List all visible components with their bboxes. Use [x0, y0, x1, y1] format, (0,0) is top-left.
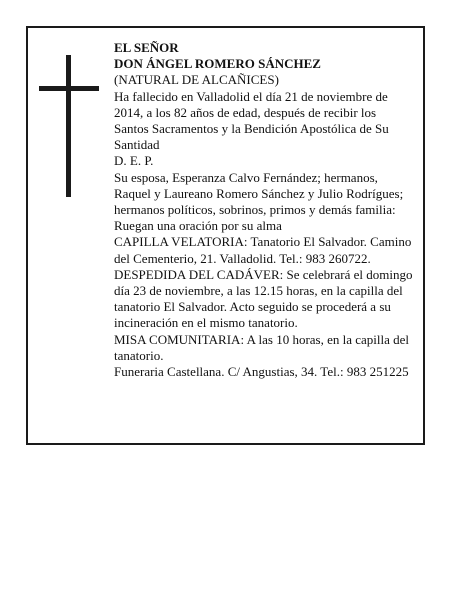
cross-icon [39, 55, 101, 197]
origin-line: (NATURAL DE ALCAÑICES) [114, 72, 279, 88]
farewell-info: DESPEDIDA DEL CADÁVER: Se celebrará el domingo día 23 de noviembre, a las 12.15 horas, en la capilla del tanatorio El Salvador. Acto seguido se procederá a su incineración en el mismo tanatorio. [114, 266, 413, 331]
deceased-name: DON ÁNGEL ROMERO SÁNCHEZ [114, 56, 321, 72]
cross-vertical-bar [66, 55, 71, 197]
funeral-home-info: Funeraria Castellana. C/ Angustias, 34. Tel.: 983 251225 [114, 364, 409, 380]
obituary-notice [26, 26, 425, 445]
death-statement: Ha fallecido en Valladolid el día 21 de noviembre de 2014, a los 82 años de edad, después de recibir los Santos Sacramentos y la Bendición Apostólica de Su Santidad [114, 88, 389, 153]
chapel-info: CAPILLA VELATORIA: Tanatorio El Salvador. Camino del Cementerio, 21. Valladolid. Tel.: 983 260722. [114, 234, 412, 266]
mass-info: MISA COMUNITARIA: A las 10 horas, en la capilla del tanatorio. [114, 331, 410, 363]
notice-text [114, 40, 414, 380]
family-request: Su esposa, Esperanza Calvo Fernández; hermanos, Raquel y Laureano Romero Sánchez y Julio Rodrígues; hermanos políticos, sobrinos, primos y demás familia: Ruegan una oración por su alma [114, 169, 404, 234]
title-line-1: EL SEÑOR [114, 40, 179, 55]
cross-horizontal-bar [39, 86, 99, 91]
rip-line: D. E. P. [114, 153, 154, 169]
